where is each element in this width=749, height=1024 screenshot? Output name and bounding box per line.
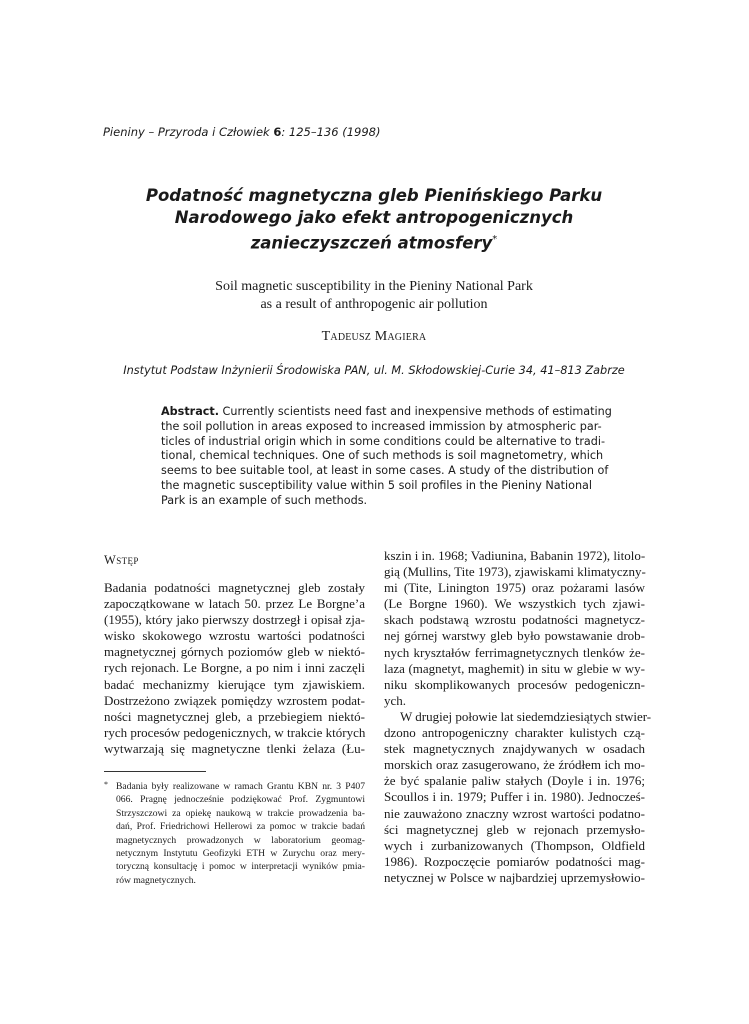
title-footnote-mark: * — [492, 234, 498, 245]
body-line: nej górnej warstwy gleb było powstawanie drob- — [384, 628, 645, 644]
abstract-line: ticles of industrial origin which in some conditions could be alternative to tradi- — [161, 434, 606, 448]
body-line: stek magnetycznych znajdywanych w osadach — [384, 741, 645, 757]
abstract-line: the magnetic susceptibility value within 5 soil profiles in the Pieniny National — [161, 478, 593, 492]
title-line: Podatność magnetyczna gleb Pienińskiego Parku — [145, 186, 603, 205]
footnote-line: toryczną konsultację i pomoc w interpretacji wyników pmia- — [116, 861, 365, 873]
journal-name: Pieniny – Przyroda i Człowiek — [103, 125, 270, 139]
body-line: rych procesów pedogenicznych, w trakcie których — [104, 724, 366, 740]
footnote-mark: * — [104, 780, 108, 789]
body-line: netycznej w Polsce w najbardziej uprzemysłowio- — [384, 869, 645, 885]
footnote-line: rów magnetycznych. — [116, 874, 196, 886]
body-line: ych. — [384, 692, 407, 708]
footnote-line: 066. Pragnę jednocześnie podziękować Prof. Zygmuntowi — [116, 794, 365, 806]
body-line: mi (Tite, Linington 1975) oraz pożarami lasów — [384, 580, 645, 596]
body-column-right — [384, 548, 652, 886]
body-line: (Le Borgne 1960). We wszystkich tych zjawi- — [384, 596, 645, 612]
body-line: W drugiej połowie lat siedemdziesiątych stwier- — [400, 708, 652, 724]
body-line: ści magnetycznej gleb w rejonach przemysło- — [384, 821, 645, 837]
body-line: skach podstawą wzrostu podatności magnetycz- — [384, 612, 645, 628]
author-affiliation: Instytut Podstaw Inżynierii Środowiska PAN, ul. M. Skłodowskiej-Curie 34, 41–813 Zabrze — [123, 364, 625, 377]
body-line: wisko skokowego wzrostu wartości podatności — [104, 628, 365, 644]
abstract-label: Abstract. — [161, 405, 219, 418]
body-line: kszin i in. 1968; Vadiunina, Babanin 1972), litolo- — [384, 548, 646, 563]
abstract — [161, 405, 612, 509]
body-column-left — [104, 580, 365, 757]
body-line: (1955), który jako pierwszy dostrzegł i opisał zja- — [104, 612, 365, 628]
abstract-line: Park is an example of such methods. — [161, 493, 368, 507]
body-line: nych kryształów ferrimagnetycznych tlenków że- — [384, 644, 645, 660]
english-subtitle — [100, 278, 648, 313]
body-line: wytwarzają się magnetyczne tlenki żelaza (Łu- — [104, 740, 365, 756]
body-line: nie zauważono znaczny wzrost wartości podatno- — [384, 805, 645, 821]
abstract-line: Abstract. Currently scientists need fast and inexpensive methods of estimating — [161, 405, 612, 418]
body-line: dzono antropogeniczny charakter kulistych czą- — [384, 725, 645, 741]
abstract-line: seems to bee suitable tool, at least in some cases. A study of the distribution of — [161, 464, 609, 478]
author-name: Tadeusz Magiera — [321, 329, 427, 344]
footnote-divider — [104, 771, 206, 772]
body-line: ności magnetycznej gleb, a przebiegiem niektó- — [104, 708, 365, 724]
abstract-line: tional, chemical techniques. One of such methods is soil magnetometry, which — [161, 449, 604, 463]
body-line: Badania podatności magnetycznej gleb zostały — [104, 580, 365, 595]
body-line: zapoczątkowane w latach 50. przez Le Borgne’a — [104, 596, 365, 612]
abstract-line: the soil pollution in areas exposed to increased immission by atmospheric par- — [161, 419, 602, 433]
footnote-line: Strzyszczowi za opiekę naukową w trakcie prowadzenia ba- — [116, 807, 365, 819]
journal-citation — [103, 125, 380, 139]
body-line: gią (Mullins, Tite 1973), zjawiskami klimatyczny- — [384, 564, 646, 580]
title-line: zanieczyszczeń atmosfery* — [250, 233, 498, 253]
body-line: Dostrzeżono związek pomiędzy wzrostem podat- — [104, 692, 365, 708]
paper-title — [100, 185, 648, 255]
title-line: Narodowego jako efekt antropogenicznych — [174, 208, 574, 227]
subtitle-line: as a result of anthropogenic air pollution — [260, 296, 488, 312]
body-line: magnetycznej górnych poziomów gleb w niektó- — [104, 644, 365, 660]
section-heading: Wstęp — [104, 553, 139, 567]
body-line: Scoullos i in. 1979; Puffer i in. 1980). Jednocześ- — [384, 789, 645, 805]
footnote — [104, 780, 365, 887]
subtitle-line: Soil magnetic susceptibility in the Pieniny National Park — [215, 279, 533, 294]
footnote-line: dań, Prof. Friedrichowi Hellerowi za pomoc w trakcie badań — [116, 821, 365, 833]
footnote-line: netycznym Instytutu Geofizyki ETH w Zurychu oraz mery- — [116, 848, 365, 860]
footnote-line: magnetycznych prowadzonych w laboratorium geomag- — [116, 834, 365, 846]
body-line: rych rejonach. Le Borgne, a po nim i inni zaczęli — [104, 660, 365, 676]
body-line: laza (magnetyt, maghemit) in situ w glebie w wy- — [384, 660, 645, 676]
journal-volume: 6 — [273, 125, 282, 139]
body-line: badać mechanizmy kierujące tym zjawiskiem. — [104, 676, 365, 692]
journal-pages-year: : 125–136 (1998) — [281, 125, 381, 139]
body-line: 1986). Rozpoczęcie pomiarów podatności mag- — [384, 853, 645, 869]
footnote-line: Badania były realizowane w ramach Grantu KBN nr. 3 P407 — [116, 781, 365, 792]
body-line: niku skomplikowanych procesów pedogeniczn- — [384, 676, 645, 692]
body-line: że być spalanie paliw stałych (Doyle i in. 1976; — [384, 773, 645, 789]
body-line: wych i zurbanizowanych (Thompson, Oldfield — [384, 837, 645, 853]
body-line: morskich oraz zasugerowano, że źródłem ich mo- — [384, 757, 645, 773]
